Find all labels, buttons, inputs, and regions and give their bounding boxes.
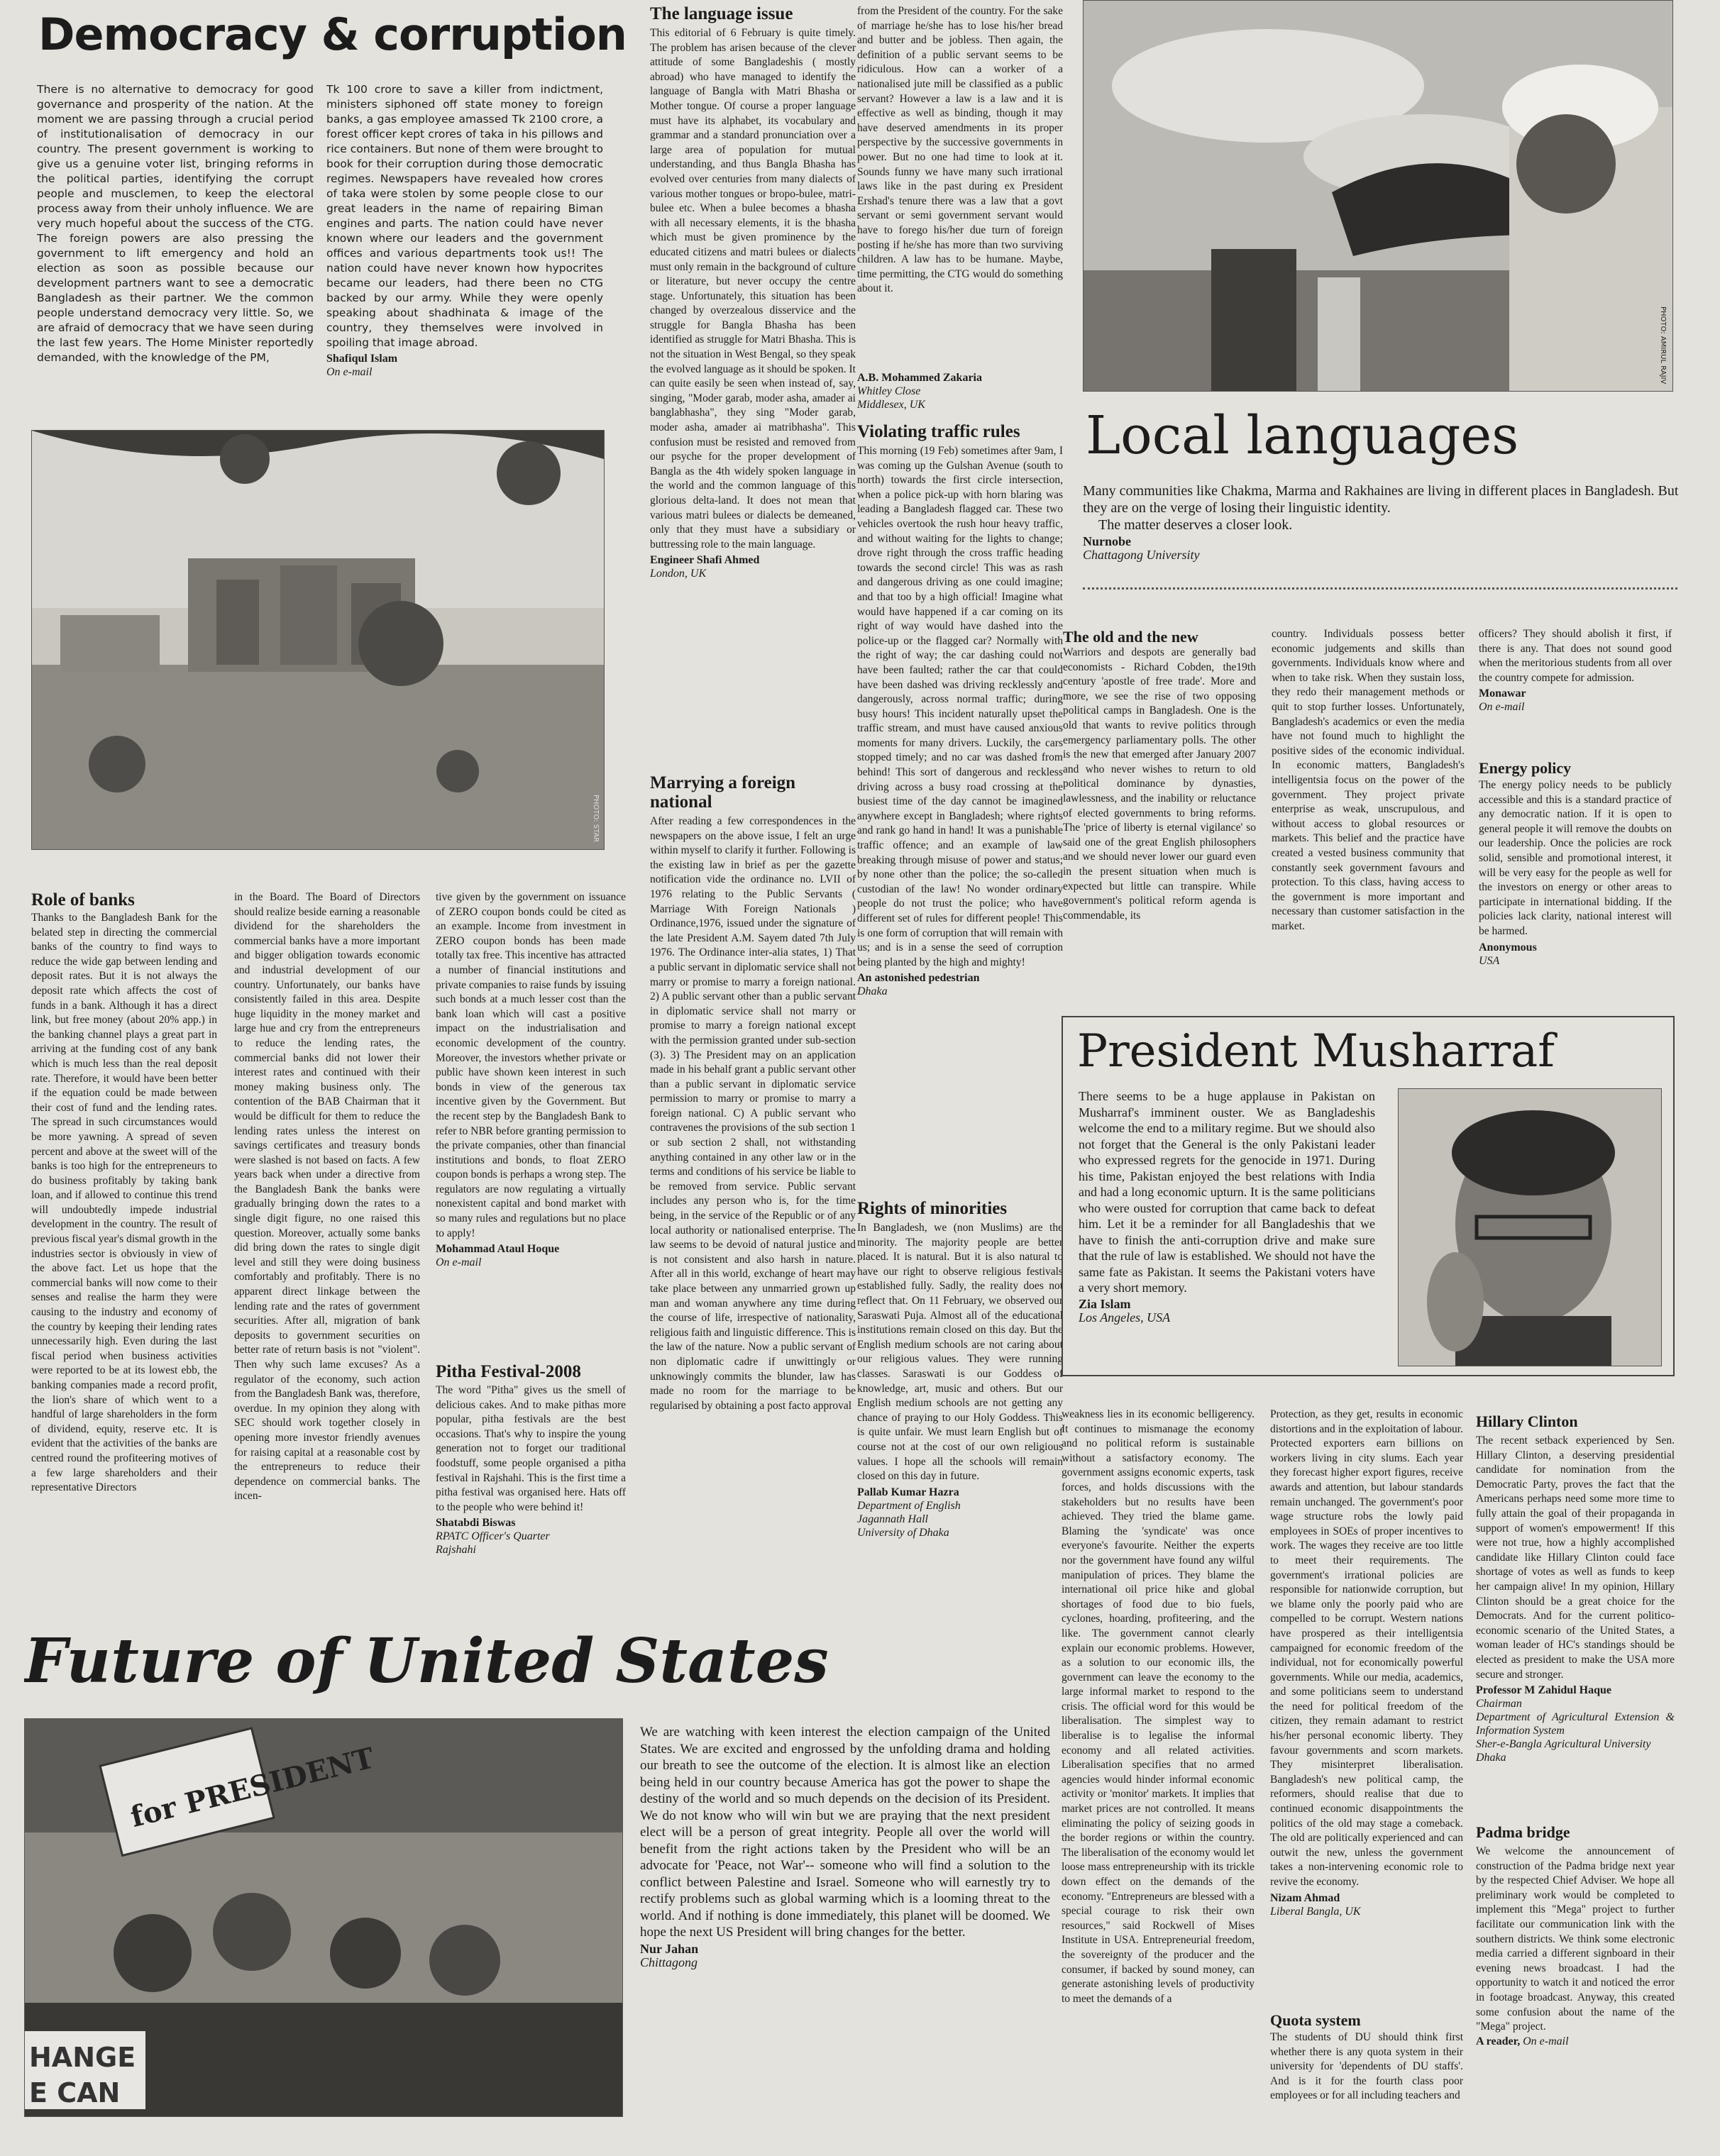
campaign-sign-change: HANGE [29, 2042, 136, 2073]
language-issue-section [650, 4, 856, 763]
energy-heading: Energy policy [1479, 759, 1572, 777]
marrying-continued: from the President of the country. For the sake of marriage he/she has to lose his/her bread and butter and be jobless. Then again, the definition of a public servant seems to be ridiculous. How can a worker of a nationalised jute mill be classified as a public servant? However a law is a law and it is effective as well as binding, though it may have deserved amendments in its proper perspective by the successive governments in power. But no one had time to look at it. Sounds funny we have many such irrational laws like in the past during ex President Ershad's tenure there was a law that a govt servant or semi government servant would have to forego his/her due turn of foreign posting if he/she has more than two surviving children. A law has to be humane. Maybe, time permitting, the CTG would do something about it. A.B. Mohammed Zakaria Whitley Close Middlesex, UK [857, 5, 1063, 411]
economy-col1: weakness lies in its economic belligerency. It continues to mismanage the economy and no political reform is sustainable without a satisfactory economy. The government assigns economic experts, task forces, and holds discussions with the stakeholders but no results have been achieved. They tried the blame game. Blaming the 'syndicate' was once everyone's favourite. Neither the experts nor the government have found any wilful manipulation of prices. They blame the international oil price hike and global shortages of food due to bio fuels, cyclones, hoarding, profiteering, and the like. The government cannot clearly explain our economic problems. However, as a solution to our economic ills, the government can leave the economy to the large informal market to respond to the crisis. The official word for this would be liberalisation. The simplest way to liberalise is to legalise the informal economy and all related activities. Liberalisation specifies that no armed agencies would hinder informal economic activity or 'monitor' markets. It implies that market prices are not controlled. It means eliminating the policy of seizing goods in the border regions or within the country. The liberalisation of the economy would let loose mass entrepreneurship with its trickle down effect on the demands of the economy. "Entrepreneurs are blessed with a special courage to risk their own resources," said Rockwell of Mises Institute in USA. Entrepreneurial freedom, the sovereignty of the producer and the consumer, if backed by sound money, can generate astonishing levels of productivity to meet the demands of a [1062, 1408, 1255, 2005]
democracy-author: Shafiqul Islam [326, 353, 398, 365]
hillary-aff-3: Sher-e-Bangla Agricultural University [1476, 1738, 1651, 1751]
hillary-heading: Hillary Clinton [1476, 1413, 1578, 1430]
hillary-body: The recent setback experienced by Sen. Hillary Clinton, a deserving presidential candidate for nomination from the Democratic Party, proves the fact that the Americans perhaps need some more time to fully attain the goal of their propaganda in support of women's empowerment! If this were not true, how a highly accomplished candidate like Hillary Clinton could face shortage of votes as well as funds to keep her campaign alive! In my opinion, Hillary Clinton should be a great choice for the Democrats. And for the current politico-economic scenario of the United States, a woman leader of HC's standings should be elected as president to make the USA more secure and stronger. Professor M Zahidul Haque Chairman Department of Agricultural Extension & Information System Sher-e-Bangla Agricultural University Dhaka [1476, 1434, 1675, 1764]
role-of-banks-affiliation: On e-mail [436, 1256, 482, 1269]
campaign-photo [24, 1718, 623, 2117]
old-new-heading: The old and the new [1063, 628, 1198, 646]
parliament-illustration [32, 431, 604, 849]
hillary-section [1476, 1412, 1675, 2150]
role-of-banks-col1: Thanks to the Bangladesh Bank for the belated step in directing the commercial banks of the country to find ways to reduce the wide gap between lending and deposit rates. But it is not always the deposit rate which affects the cost of funds in a bank. Although it has a direct link, but free money (about 20% app.) in the banking channel plays a great part in arriving at the funding cost of any bank which is much less than the real deposit rate. Therefore, it would have been better if the equation could be made between their cost of fund and the lending rates. The spread in such circumstances would be more yawning. A spread of seven percent and above at the sweet will of the banks is too high for the entrepreneurs to do business profitably by taking bank loan, and if allowed to continue this trend will undoubtedly impede industrial development in the country. The result of previous fiscal year's dismal growth in the industries sector is obviously in view of the above fact. Let us hope that the commercial banks will now come to their senses and realise the harm they were causing to the industry and economy of the country by keeping their lending rates unnecessarily high. Even during the last fiscal period when business activities were reported to be at its lowest ebb, the banking companies made a record profit, the lion's share of which went to a handful of large shareholders in the form of dividend, equity, reserve etc. It is evident that the activities of the banks are centred round the profiteering motives of a few large shareholders and their representative Directors [31, 912, 217, 1494]
hillary-aff-1: Chairman [1476, 1698, 1522, 1710]
language-issue-heading: The language issue [650, 4, 793, 23]
hillary-aff-2: Department of Agricultural Extension & Information System [1476, 1711, 1675, 1737]
padma-author: A reader, [1476, 2035, 1521, 2047]
minorities-heading: Rights of minorities [857, 1199, 1008, 1218]
local-languages-author: Nurnobe [1083, 534, 1132, 548]
musharraf-body: There seems to be a huge applause in Pakistan on Musharraf's imminent ouster. We as Bangladeshis welcome the end to a military regime. But we should also not forget that the General is the only Pakistani leader who expressed regrets for the genocide in 1971. During his time, Pakistan enjoyed the best relations with India and had a long economic upturn. It is the same politicians who were ousted for corruption that came back to defeat him. Let it be a reminder for all Bangladeshis that we have to finish the anti-corruption drive and make sure that the rule of law is established. We should not have the same fate as Pakistan. It seems the Pakistani voters have a very short memory. Zia Islam Los Angeles, USA [1079, 1089, 1375, 1325]
economy-affiliation: Liberal Bangla, UK [1270, 1905, 1361, 1918]
horn-player-illustration [1084, 1, 1672, 391]
democracy-col2: Tk 100 crore to save a killer from indictment, ministers siphoned off state money to foreign banks, a gas employee amassed Tk 2100 crore, a forest officer kept crores of taka in his pillows and rice containers. But none of them were brought to book for their corruption during those democratic regimes. Newspapers have revealed how crores of taka were stolen by some people close to our great leaders in the name of repairing Biman engines and parts. The nation could have never known where our leaders and the government offices and various departments took us!! The nation could have never known how hypocrites became our leaders, had there been no CTG backed by our army. While they were openly speaking about shadhinata & image of the country, they themselves were involved in spoiling that image abroad. Shafiqul Islam On e-mail [326, 83, 603, 378]
marrying-body: After reading a few correspondences in the newspapers on the above issue, I felt an urge within myself to clarify it further. Following is the existing law in brief as per the gazette notification vide the ordinance no. LVII of 1976 relating to the Public Servants ( Marriage With Foreign Nationals ) Ordinance,1976, issued under the signature of the late President A.M. Sayem dated 7th July 1976. The Ordinance inter-alia states, 1) That a public servant in diplomatic service shall not marry or promise to marry a foreign national. 2) A public servant other than a public servant in diplomatic service shall not marry or promise to marry a foreign national except with the permission granted under sub-section (3). 3) The President may on an application made in his behalf grant a public servant other than a public servant in diplomatic service permission to marry or promise to marry a foreign national. C) A public servant who contravenes the provisions of the sub section 1 or sub section 2 shall, not withstanding anything contained in any other law or in the terms and conditions of his service be liable to be removed from service. Public servant includes any person who is, for the time being, in the service of the Republic or of any local authority or nationalised enterprise. The law seems to be devoid of natural justice and is not consistent and also harsh in nature. After all in this world, exchange of heart may take place between any unmarried grown up man and woman anywhere any time during the course of life, irrespective of nationality, religious faith and linguistic difference. This is the law of the nature. Now a public servant of non diplomatic cadre if unwittingly or unknowingly commits the blunder, law has made no room for the marriage to be regularised by obtaining a post facto approval [650, 815, 856, 1412]
role-of-banks-author: Mohammad Ataul Hoque [436, 1243, 560, 1256]
traffic-author: An astonished pedestrian [857, 972, 980, 985]
economy-continuation [1062, 1408, 1469, 2152]
old-new-col2: country. Individuals possess better economic judgements and skills than governments. Individuals know where and when to take risk. When they sustain loss, they redo their management methods or quit to stop further losses. Unfortunately, Bangladesh's academics or even the media have not found much to highlight the positive sides of the economic individual. In economic matters, Bangladesh's intelligentsia focus on the power of the government. They project private enterprise as weak, unscrupulous, and without access to global resources or markets. This belief and the practice have created a vested business community that constantly seek government favours and protection. To this class, having access to the government is more important and necessary than customer satisfaction in the market. [1272, 628, 1465, 932]
marrying-affiliation-2: Middlesex, UK [857, 399, 925, 411]
traffic-heading: Violating traffic rules [857, 422, 1020, 441]
horn-player-photo [1083, 0, 1673, 392]
old-new-col3-affiliation: On e-mail [1479, 701, 1525, 714]
pitha-body: The word "Pitha" gives us the smell of delicious cakes. And to make pithas more popular, pitha festivals are the best occasions. That's why to inspire the young generation not to forget our traditional foodstuff, some people organised a pitha festival in Rajshahi. This is the first time a pitha festival was organised here. Hats off to the people who were behind it! Shatabdi Biswas RPATC Officer's Quarter Rajshahi [436, 1384, 626, 1557]
old-new-section [1063, 627, 1680, 1010]
musharraf-photo [1398, 1088, 1662, 1366]
musharraf-affiliation: Los Angeles, USA [1079, 1310, 1171, 1325]
musharraf-box [1062, 1016, 1675, 1376]
pitha-affiliation-1: RPATC Officer's Quarter [436, 1530, 550, 1543]
energy-author: Anonymous [1479, 941, 1537, 953]
future-us-author: Nur Jahan [640, 1941, 699, 1956]
economy-author: Nizam Ahmad [1270, 1891, 1340, 1904]
energy-affiliation: USA [1479, 954, 1500, 967]
musharraf-portrait [1399, 1089, 1661, 1366]
local-languages-photo-credit: PHOTO: AMIRUL RAJIV [1659, 306, 1667, 384]
future-us-body: We are watching with keen interest the election campaign of the United States. We are excited and engrossed by the unfolding drama and holding our breath to see the outcome of the election. It is almost like an election being held in our country because America has got the power to shape the destiny of the world and so much depends on the decision of its President. We do not know who will win but we are praying that the next president elect will be a person of great integrity. People all over the world will benefit from the right actions taken by the President who will be an advocate for 'Peace, not War'-- someone who will find a solution to the conflict between Palestine and Israel. Someone who will earnestly try to rectify problems such as global warming which is a looming threat to the world. And if nothing is done immediately, this planet will be doomed. We hope the next US President will bring changes for the better. Nur Jahan Chittagong [640, 1725, 1050, 1969]
marrying-author: A.B. Mohammed Zakaria [857, 372, 982, 384]
energy-body: The energy policy needs to be publicly accessible and this is a standard practice of any democratic nation. If it is open to general people it will remove the doubts on our leadership. Once the policies are rock solid, sensible and promotional interest, it will be very easy for the people as well for the investors on energy or other areas to participate in international bidding. If the policies lack clarity, national interest will be harmed. Anonymous USA [1479, 779, 1672, 967]
campaign-sign-text: for PRESIDENT [127, 1741, 378, 1835]
pitha-heading: Pitha Festival-2008 [436, 1362, 581, 1381]
parliament-photo [31, 430, 605, 850]
quota-body: The students of DU should think first whether there is any quota system in their university for 'dependents of DU staffs'. And is it for the fourth class poor employees or for all including teachers and [1270, 2031, 1463, 2102]
minorities-body: In Bangladesh, we (non Muslims) are the minority. The majority people are better placed. It is natural. But it is also natural to have our right to observe religious festivals established fully. Sadly, the reality does not reflect that. On 11 February, we observed our Saraswati Puja. Almost all of the educational institutions remain closed on this day. But the English medium schools are not caring about our religious values. They were running classes. Saraswati is our Goddess of knowledge, art, music and others. But our English medium schools are not getting any chance of praying to our Holy Goddess. This is quite unfair. We must learn English but of course not at the cost of our own religious values. I hope all the schools will remain closed on this day in future. Pallab Kumar Hazra Department of English Jagannath Hall University of Dhaka [857, 1222, 1063, 1539]
parliament-photo-credit: PHOTO: STAR [592, 794, 600, 842]
pitha-author: Shatabdi Biswas [436, 1517, 516, 1530]
minorities-affiliation-3: University of Dhaka [857, 1526, 949, 1539]
musharraf-headline: President Musharraf [1077, 1025, 1555, 1078]
local-languages-body: Many communities like Chakma, Marma and Rakhaines are living in different places in Bangladesh. But they are on the verge of losing their linguistic identity. The matter deserves a closer look. Nurnobe Chattagong University [1083, 483, 1679, 562]
democracy-headline: Democracy & corruption [38, 9, 627, 60]
role-of-banks-section [31, 890, 634, 1678]
local-languages-affiliation: Chattagong University [1083, 548, 1200, 562]
minorities-author: Pallab Kumar Hazra [857, 1486, 959, 1498]
padma-body: We welcome the announcement of construction of the Padma bridge next year by the respected Chief Adviser. We hope all preliminary work would be completed to implement this "Mega" project to further facilitate our communication link with the southern districts. We think some electronic media carried a different signboard in their evening news broadcast. I had the opportunity to watch it and noticed the error in footage broadcast. Anyway, this created some confusion about the name of the "Mega" project. A reader, On e-mail [1476, 1845, 1675, 2047]
marrying-heading: Marrying a foreign national [650, 773, 796, 812]
local-languages-headline: Local languages [1086, 405, 1519, 466]
old-new-col1: Warriors and despots are generally bad economists - Richard Cobden, the19th century 'apostle of free trade'. More and more, we see the rise of two opposing political camps in Bangladesh. One is the old that wants to revive politics through emergency parliamentary polls. The other is the new that emerged after January 2007 and who never wishes to return to old political dominance by dynasties, lawlessness, and the inability or reluctance of elected governments to bring reforms. The 'price of liberty is eternal vigilance' so said one of the great English philosophers and we should never lower our guard even in the present situation when much is expected but little can transpire. While government's political reform agenda is commendable, its [1063, 646, 1256, 922]
local-languages-rule [1083, 587, 1677, 590]
role-of-banks-heading: Role of banks [31, 890, 135, 910]
padma-heading: Padma bridge [1476, 1823, 1570, 1841]
future-us-headline: Future of United States [24, 1625, 829, 1697]
traffic-section [857, 422, 1063, 1167]
hillary-author: Professor M Zahidul Haque [1476, 1684, 1611, 1697]
minorities-section [857, 1199, 1063, 1603]
role-of-banks-col3: tive given by the government on issuance of ZERO coupon bonds could be cited as an example. Income from investment in ZERO coupon bonds has been made totally tax free. This incentive has attracted a number of financial institutions and private companies to raise funds by issuing such bonds at a much lesser cost than the bank loan which will cast a positive impact on the industrialisation and economic development of the country. Moreover, the investors whether private or public have shown keen interest in such bonds in view of the generous tax incentive given by the Government. But the recent step by the Bangladesh Bank to refer to NBR before granting permission to the private companies, other than financial institutions and bonds, to float ZERO coupon bonds is perhaps a wrong step. The regulators are now regulating a virtually nonexistent capital and bond market with so many rules and regulations but no place to apply! Mohammad Ataul Hoque On e-mail [436, 891, 626, 1269]
hillary-aff-4: Dhaka [1476, 1752, 1506, 1764]
padma-affiliation: On e-mail [1523, 2035, 1569, 2047]
musharraf-author: Zia Islam [1079, 1296, 1131, 1311]
minorities-affiliation-1: Department of English [857, 1499, 961, 1512]
pitha-affiliation-2: Rajshahi [436, 1544, 476, 1557]
role-of-banks-col2: in the Board. The Board of Directors should realize beside earning a reasonable dividend for the shareholders the commercial banks have a more important and bigger obligation towards economic and industrial development of our country. Unfortunately, our banks have consistently failed in this area. Despite huge liquidity in the money market and large hue and cry from the entrepreneurs to reduce the lending rates, the commercial banks did not lower their interest rates and continued with their money making business only. The contention of the BAB Chairman that it would be difficult for them to reduce the lending rates unless the interest on savings certificates and treasury bonds were slashed is not based on facts. A few years back when under a directive from the Bangladesh Bank the banks were gradually bringing down the rates to a single digit figure, no one raised this question. Moreover, actually some banks did bring down the rates to single digit level and still they were doing business comfortably and profitably. There is no apparent direct linkage between the lending rate and the rates of government securities. After all, migration of bank deposits to government securities on better rate of return basis is not "violent". Then why such lame excuses? As a regulator of the economy, such action from the Bangladesh Bank was, therefore, overdue. In my opinion they along with SEC should work together closely in opening more investor friendly avenues for raising capital at a reasonable cost by the entrepreneurs to reduce their dependence on commercial banks. The incen- [234, 891, 420, 1503]
language-issue-affiliation: London, UK [650, 568, 707, 580]
democracy-affiliation: On e-mail [326, 366, 373, 378]
campaign-sign-can: E CAN [29, 2077, 121, 2108]
quota-heading: Quota system [1270, 2011, 1361, 2029]
democracy-col1: There is no alternative to democracy for good governance and prosperity of the nation. At the moment we are passing through a crucial period of institutionalisation of democracy in our country. The present government is working to give us a genuine voter list, bringing reforms in the political parties, identifying the corrupt people and musclemen, to keep the electoral process away from their unholy influence. We are very much hopeful about the success of the CTG. The foreign powers are also pressing the government to lift emergency and hold an election as soon as possible because our development partners want to see a democratic Bangladesh as their partner. We the common people understand democracy very little. So, we are afraid of democracy that we have seen during the last few years. The Home Minister reportedly demanded, with the knowledge of the PM, [37, 83, 314, 364]
old-new-col3-author: Monawar [1479, 687, 1526, 700]
traffic-body: This morning (19 Feb) sometimes after 9am, I was coming up the Gulshan Avenue (south to north) towards the first circle intersection, when a police pick-up with horn blaring was leading a Bangladesh flagged car. These two vehicles overtook the rush hour heavy traffic, and without waiting for the lights to change; drove right through the cross traffic heading towards the second circle! This was as rash and dangerous driving as one could imagine; and that too by a high official! Imagine what would have happened if a car coming on its right of way would have dashed into the police-up or the flagged car? Normally with the right of way; the car dashing could not have been faulted; rather the car that could have been dashed was driving recklessly and dangerously, across normal traffic; during busy hours! This incident naturally upset the traffic stream, and must have caused anxious moments for many drivers. Luckily, the cars stopped timely; and no car was dashed from behind! This sort of dangerous and reckless driving across a busy road crossing at the busiest time of the day cannot be imagined anywhere except in Bangladesh; where rights and rank go hand in hand! It was a punishable traffic offence; and an example of law breaking through misuse of power and status; by none other than the police; the so-called custodian of the law! No wonder ordinary people do not trust the police; who have different set of rules for different people! This is one form of corruption that will remain with us; and is in a sense the seed of corruption being planted by the high and mighty! An astonished pedestrian Dhaka [857, 445, 1063, 998]
campaign-illustration [25, 1719, 622, 2116]
traffic-affiliation: Dhaka [857, 985, 888, 998]
old-new-col3: officers? They should abolish it first, if there is any. That does not sound good when the meritorious students from all over the country compete for admission. Monawar On e-mail [1479, 628, 1672, 714]
language-issue-body: This editorial of 6 February is quite timely. The problem has arisen because of the clever attitude of some Bangladeshis ( mostly abroad) who have managed to identify the language of Bangla with Matri Bhasha or Mother tongue. Of course a proper language must have its alphabet, its vocabulary and grammar and a standard pronunciation over a large area of population for mutual understanding, and thus Bangla Bhasha has evolved over centuries from many dialects of various mother tongues or bropo-bulee, matri-bulee etc. When a bulee becomes a bhasha with all necessary elements, it is the bhasha which must be given prominence by the educated citizens and matri bulees or dialects must only remain in the background of culture or literature, but never occupy the centre stage. Unfortunately, this situation has been changed by overzealous disservice and the struggle for Bangla Bhasha has been identified as struggle for Matri Bhasha. This is not the situation in West Bengal, so they speak the evolved language as it should be spoken. It can quite easily be seen when instead of, say, singing, "Moder garab, moder asha, amader ai banglabhasha", they sing "Moder garab, moder asha, amader ai matribhasha". This confusion must be resisted and removed from our psyche for the proper development of Bangla as the 4th widely spoken language in the world and the common language of this glorious delta-land. It does not mean that various matri bulees or dialects be demeaned, only that they must have a subsidiary or buttressing role to the main language. Engineer Shafi Ahmed London, UK [650, 27, 856, 580]
future-us-affiliation: Chittagong [640, 1955, 698, 1969]
minorities-affiliation-2: Jagannath Hall [857, 1513, 928, 1525]
economy-col2: Protection, as they get, results in economic distortions and in the exploitation of labour. Protected exporters earn billions on workers living in city slums. Each year they forecast higher export figures, receive awards and attention, but labour standards remain unchanged. The government's poor wage structure robs the lowly paid employees in SOEs of proper incentives to work. The wages they receive are too little to meet their requirements. The government's irrational policies are responsible for nationwide corruption, but we blame only the poorly paid who are compelled to be corrupt. Western nations have prospered as their intelligentsia campaigned for economic freedom of the individual, not for economically powerful governments. While our media, academics, and some politicians seem to understand the need for political freedom of the citizen, they remain adamant to restrict his/her personal economic liberty. They favour governments and scorn markets. They misinterpret liberalisation. Bangladesh's new political camp, the reformers, should realise that due to continued economic disappointments the politics of the old may stage a comeback. The old are politically experienced and can outwit the new, unless the government takes a non-intervening economic role to revive the economy. Nizam Ahmad Liberal Bangla, UK [1270, 1408, 1463, 1918]
marrying-affiliation-1: Whitley Close [857, 385, 921, 397]
language-issue-author: Engineer Shafi Ahmed [650, 554, 760, 567]
